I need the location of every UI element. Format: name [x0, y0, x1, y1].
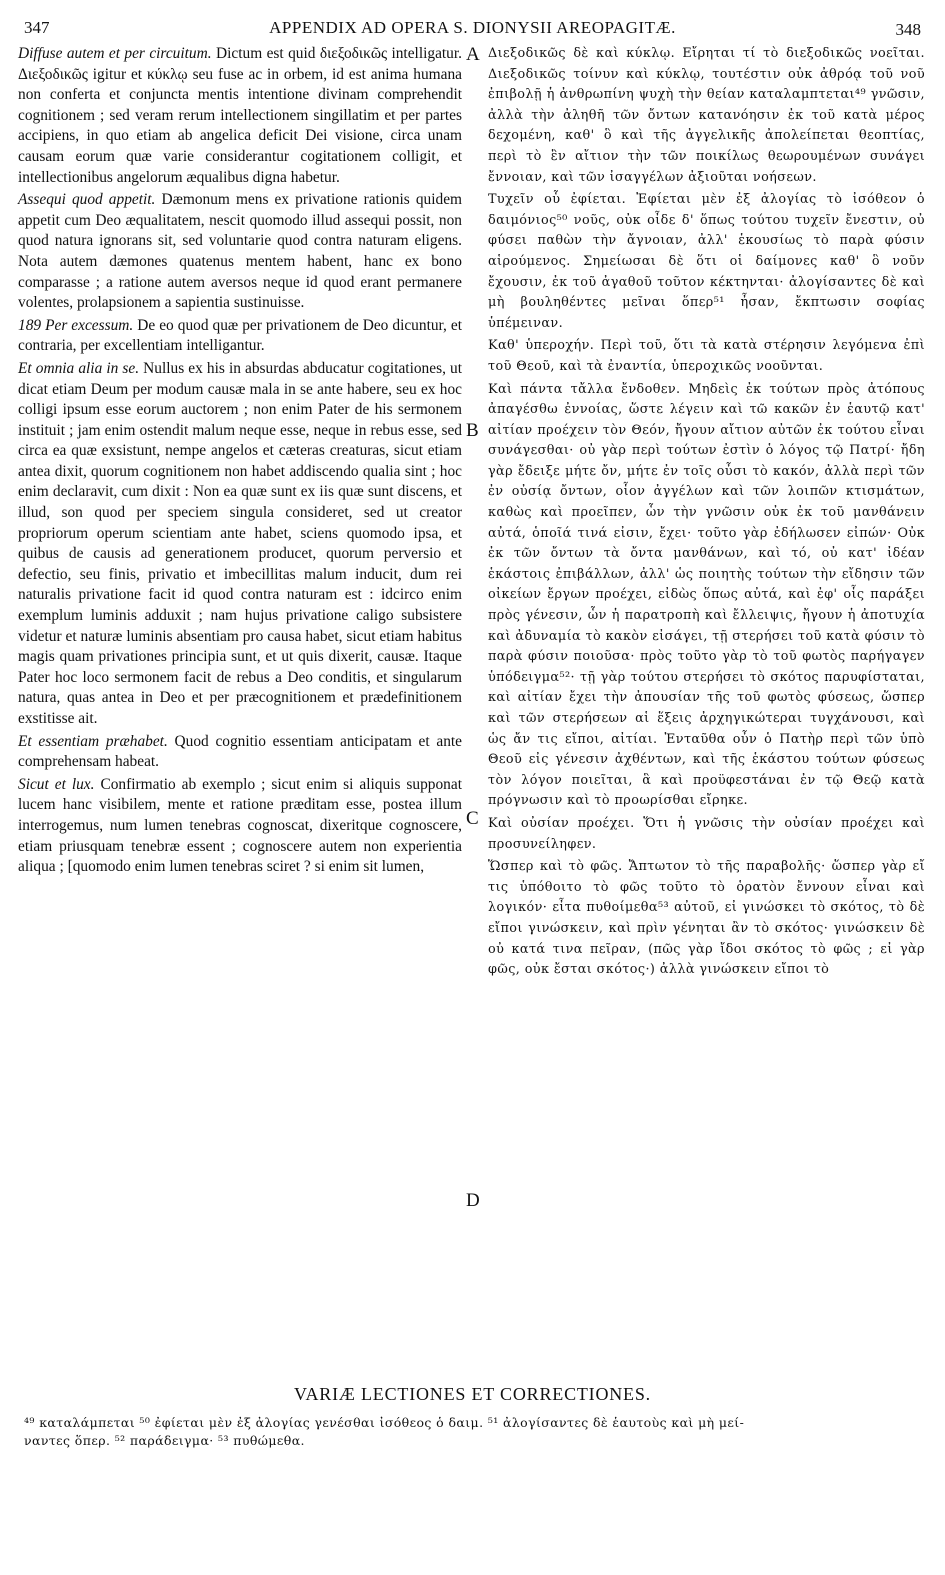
margin-letter-b: B [466, 420, 479, 441]
latin-paragraph [18, 775, 462, 878]
latin-paragraph [18, 190, 462, 314]
margin-letter-a: A [466, 44, 480, 65]
running-title: APPENDIX AD OPERA S. DIONYSII AREOPAGITÆ. [269, 18, 676, 37]
latin-paragraph [18, 732, 462, 773]
lemma: Assequi quod appetit. [18, 191, 156, 209]
paragraph-text: De eo quod quæ per privationem de Deo dicuntur, et contraria, per excellentiam intelligantur. [18, 316, 463, 355]
greek-paragraph: Ὥσπερ καὶ τὸ φῶς. Ἄπτωτον τὸ τῆς παραβολῆς· ὥσπερ γὰρ εἴ τις ὑπόθοιτο τὸ φῶς τοῦτο τὸ ὁρατὸν ἔννουν εἶναι καὶ λογικόν· εἶτα πυθοίμεθα⁵³ αὐτοῦ, εἰ γινώσκει τὸ σκότος, τὸ δὲ εἴποι γινώσκειν, καὶ πρὶν γένηται ἂν τὸ σκότος· γινώσκειν δὲ οὐ κατά τινα πεῖραν, (πῶς γὰρ ἴδοι σκότος τὸ φῶς ; εἰ γὰρ φῶς, οὐκ ἔσται σκότος·) ἀλλὰ γινώσκειν εἴποι τὸ [488, 859, 925, 978]
paragraph-text: Nullus ex his in absurdas abducatur cogitationes, ut dicat etiam Deum per modum causæ mala in se ante habere, seu ex hoc colligi ipsum esse eorum auctorem ; non enim Pater de his sermonem instituit ; jam enim ostendit malum neque esse, neque in rebus esse, sed circa ea quæ exsistunt, nempe angelos et cæteras creaturas, sicut etiam antea dixit, quorum cognitionem non habet addiscendo qualia sint ; hoc enim declaravit, cum dixit : Non ea quæ sunt ex iis quæ sunt discens, et illud, son quod per speciem singula consideret, sed ut creator propriorum operum scientiam ante habet, sciens quomodo ipsa, et quibus de causis ad generationem producet, quorum perversio et defectio, seu finis, privatio et imbecillitas malum inducit, dum rei naturalis privatione facit id quod contra naturam est : idcirco enim exemplum luminis adduxit ; nam hujus privatione caligo subsistere videtur et naturæ luminis absentiam pro causa habet, sicut etiam habitus magis quam privationes principia sunt, et ut quis dixerit, causæ. Itaque Pater hoc loco sermonem facit de rebus a Deo conditis, et singularum natura, quas antea in Deo et per præcognitionem et prædefinitionem exstitisse ait. [18, 359, 462, 727]
paragraph-text: Quod cognitio essentiam anticipatam et ante comprehensam habeat. [18, 732, 462, 771]
latin-paragraph [18, 316, 462, 357]
lemma: Et omnia alia in se. [18, 359, 140, 377]
page-number-left: 347 [24, 18, 50, 37]
page-header [24, 18, 921, 42]
margin-letter-d: D [466, 1190, 480, 1211]
note-line: ναντες ὅπερ. ⁵² παράδειγμα· ⁵³ πυθώμεθα. [24, 1433, 305, 1448]
latin-column [18, 44, 462, 880]
paragraph-text: Confirmatio ab exemplo ; sicut enim si aliquis supponat lucem hanc visibilem, mente et ratione præditam esse, postea illum interrogemus, num lumen tenebras cognoscat, dixeritque cognoscere, etiam priusquam tenebræ essent ; cognoscere autem non experientia aliqua ; [quomodo enim lumen tenebras sciret ? si enim sit lumen, [18, 775, 462, 876]
page-number-right: 348 [895, 20, 921, 39]
latin-paragraph [18, 44, 462, 188]
note-line: ⁴⁹ καταλάμπεται ⁵⁰ ἐφίεται μὲν ἐξ ἀλογίας γενέσθαι ἰσόθεος ὁ δαιμ. ⁵¹ ἀλογίσαντες δὲ ἑαυτοὺς καὶ μὴ μεί- [24, 1415, 745, 1430]
greek-column [488, 44, 925, 983]
variant-notes [24, 1414, 921, 1450]
latin-paragraph [18, 359, 462, 730]
greek-paragraph: Καὶ οὐσίαν προέχει. Ὅτι ἡ γνῶσις τὴν οὐσίαν προέχει καὶ προσυνείληφεν. [488, 815, 925, 852]
lemma: Et essentiam præhabet. [18, 732, 168, 750]
variae-lectiones-title: VARIÆ LECTIONES ET CORRECTIONES. [294, 1384, 651, 1404]
lemma: Diffuse autem et per circuitum. [18, 45, 212, 62]
paragraph-text: Dæmonum mens ex privatione rationis quidem appetit cum Deo æqualitatem, nescit quomodo illud assequi possit, non quod natura ignorans sit, sed voluntarie quod contra naturam eligens. Nota autem dæmones quatenus mentem habent, hanc ex bono comparasse ; a ratione autem aversos neque id quod erant permanere volentes, prolapsionem a sapientia sustinuisse. [18, 191, 462, 312]
greek-paragraph: Καὶ πάντα τἄλλα ἔνδοθεν. Μηδεὶς ἐκ τούτων πρὸς ἀτόπους ἀπαγέσθω ἐννοίας, ὥστε λέγειν καὶ τῶ κακῶν ἐν ἑαυτῷ κατ' αἰτίαν προέχειν τὸν Θεόν, ἤγουν αἴτιον αὐτῶν ἐκ τούτου εἶναι συνάγεσθαι· οὐ γὰρ περὶ τούτων ἐστὶν ὁ λόγος τῷ Πατρί· ἤδη γὰρ ἔδειξε μήτε ὄν, μήτε ἐν τοῖς οὖσι τὸ κακόν, ἀλλὰ περὶ τῶν ἐν οὐσίᾳ ὄντων, οἷον ἀγγέλων καὶ τῶν λοιπῶν κτισμάτων, καθὼς καὶ προεῖπεν, ὧν τὴν γνῶσιν οὐκ ἐκ τοῦ μανθάνειν αὐτά, ὁποῖά τινά εἰσιν, ἔχει· τοῦτο γὰρ ἐδήλωσεν εἰπών· Οὐκ ἐκ τῶν ὄντων τὰ ὄντα μανθάνων, καὶ τό, οὐ κατ' ἰδέαν ἑκάστοις ἐπιβάλλων, ἀλλ' ὡς ποιητὴς τούτων τὴν εἴδησιν τῶν οἰκείων ἔργων προέχει, εἰδὼς ὅπως αὐτά, καὶ ἐφ' οἷς παράξει πρὸς γένεσιν, ὧν ἡ παρατροπὴ καὶ ἔλλειψις, ἤγουν ἡ ἀποτυχία καὶ ἀδυναμία τὸ κακὸν εἰσάγει, τῇ στερήσει τοῦ κατὰ φύσιν τὸ παρὰ φύσιν ποιοῦσα· πρὸς τοῦτο γὰρ τὸ τοῦ φωτὸς παρήγαγεν ὑπόδειγμα⁵²· τῇ γὰρ τούτου στερήσει τὸ σκότος παρυφίσταται, καὶ αἰτίαν ἔχει τὴν ἀπουσίαν τῆς τοῦ φωτὸς φύσεως, ὥσπερ καὶ τῶν στερήσεων αἱ ἕξεις ἀρχηγικώτεραι τυγχάνουσι, καὶ ὡς ἄν τις εἴποι, αἰτίαι. Ἐνταῦθα οὖν ὁ Πατὴρ περὶ τῶν ὑπὸ Θεοῦ εἰς γένεσιν ἀχθέντων, καὶ τῆς ἑκάστου τούτων φύσεως τὸν λόγον ποιεῖται, ἃ καὶ προϋφεστάναι ἐν τῷ Θεῷ κατὰ πρόγνωσιν καὶ τὸ προωρίσθαι εἴρηκε. [488, 381, 925, 809]
lemma: 189 Per excessum. [18, 316, 134, 334]
greek-paragraph: Καθ' ὑπεροχήν. Περὶ τοῦ, ὅτι τὰ κατὰ στέρησιν λεγόμενα ἐπὶ τοῦ Θεοῦ, καὶ τὰ ἐναντία, ὑπεροχικῶς νοοῦνται. [488, 338, 925, 374]
margin-letter-c: C [466, 808, 479, 829]
lemma: Sicut et lux. [18, 775, 95, 793]
greek-paragraph: Τυχεῖν οὗ ἐφίεται. Ἐφίεται μὲν ἐξ ἀλογίας τὸ ἰσόθεον ὁ δαιμόνιος⁵⁰ νοῦς, οὐκ οἶδε δ' ὅπως τούτου τυχεῖν ἔνεστιν, οὐ φύσει παθὼν τὴν ἄγνοιαν, ἀλλ' ἑκουσίως τὸ παρὰ φύσιν αἱρούμενος. Σημείωσαι δὲ ὅτι οἱ δαίμονες καθ' ὃ νοῦν ἔχουσιν, ἐκ τοῦ ἀγαθοῦ τοῦτον κέκτηνται· ἀλογίσαντες δὲ καὶ μὴ βουληθέντες μεῖναι ὅπερ⁵¹ ἦσαν, ἔκπτωσιν σοφίας ὑπέμειναν. [488, 192, 925, 331]
greek-paragraph: Διεξοδικῶς δὲ καὶ κύκλῳ. Εἴρηται τί τὸ διεξοδικῶς νοεῖται. Διεξοδικῶς τοίνυν καὶ κύκλῳ, τουτέστιν οὐκ ἀθρόᾳ τοῦ νοῦ ἐπιβολῇ ἡ ἀνθρωπίνη ψυχὴ τὴν θείαν καταλαμπτεται⁴⁹ γνῶσιν, ἀλλὰ τὴν ἀληθῆ τῶν ὄντων κατανόησιν ἐκ τοῦ κατὰ μέρος δεχομένη, καθ' ὃ καὶ τῆς ἀγγελικῆς ἀπολείπεται θεοπτίας, περὶ τὸ ἓν αἴτιον τὴν τῶν ποικίλως θεωρουμένων συνάγει ἔννοιαν, καὶ τῶν ἰσαγγέλων ἀξιοῦται νοήσεων. [488, 46, 925, 185]
paragraph-text: Dictum est quid διεξοδικῶς intelligatur. Διεξοδικῶς igitur et κύκλῳ seu fuse ac in orbem, id est anima humana non conferta et conjuncta mentis intentione divinam comprehendit cognitionem ; sed veram rerum intellectionem singillatim et per partes accipiens, in quo etiam ab angelica deficit Dei visione, circa unam causam eorum quæ varie considerantur cogitationem colligit, et intellectionibus angelorum æqualibus digna habetur. [18, 45, 462, 186]
